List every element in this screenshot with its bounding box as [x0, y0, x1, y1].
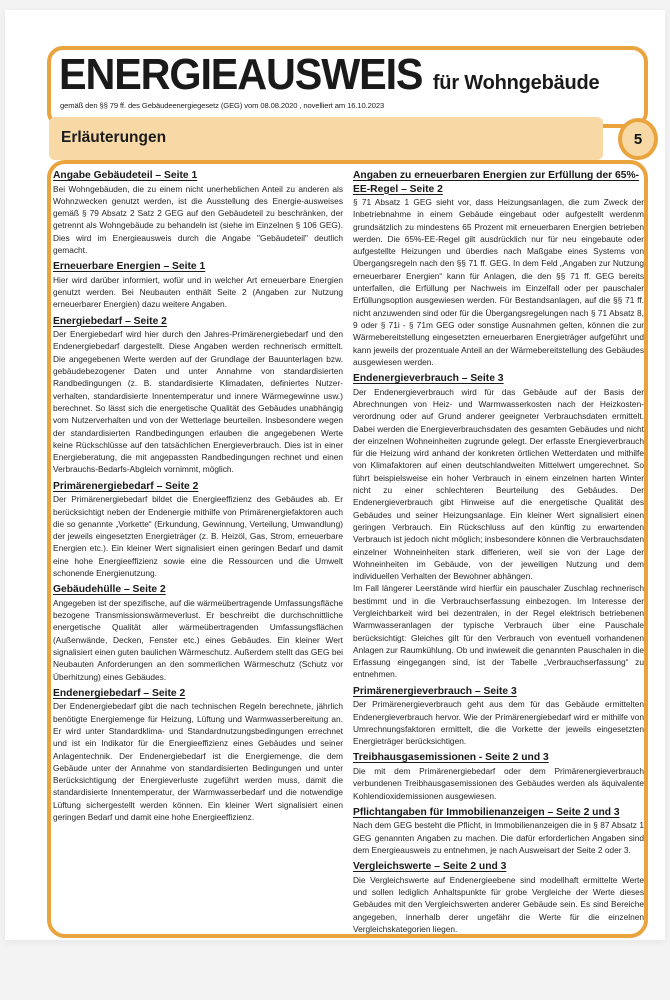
entry-heading: Angabe Gebäudeteil – Seite 1 [53, 170, 198, 181]
header-box [47, 46, 648, 128]
entry-heading: Pflichtangaben für Immobilienanzeigen – Seite 2 und 3 [353, 806, 620, 818]
entry-text: Die Vergleichswerte auf Endenergieebene sind modellhaft ermittelte Werte und sollen lediglich Anhaltspunkte für grobe Vergleiche der Werte dieses Gebäudes mit den Vergleichswerten anderer Gebäude sein. Es sind Bereiche angegeben, innerhalb derer ungefähr die Werte für die einzelnen Vergleichskategorien liegen. [353, 874, 644, 934]
entry-65-ee-regel [353, 169, 644, 368]
entry-primaerenergieverbrauch [353, 685, 644, 748]
entry-text: Hier wird darüber informiert, wofür und in welcher Art erneuerbare Energien genutzt werden. Bei Neubauten enthält Seite 2 (Angaben zur Nutzung erneuerbarer Energien) dazu weitere Angaben. [53, 274, 343, 310]
entry-angabe-gebaeudeteil [53, 169, 343, 256]
entry-heading: Gebäudehülle – Seite 2 [53, 584, 166, 596]
entry-heading: Endenergieverbrauch – Seite 3 [353, 373, 504, 385]
entry-text: Der Primärenergiebedarf bildet die Energieeffizienz des Gebäudes ab. Er berücksichtigt neben der Endenergie mithilfe von Primärenergiefaktoren auch die so genannte „Vorkette“ (Erkundung, Gewinnung, Verteilung, Umwandlung) der jeweils eingesetzten Energieträger (z. B. Heizöl, Gas, Strom, erneuerbare Energien etc.). Ein kleiner Wert signalisiert einen geringen Bedarf und damit eine hohe Energieeffizienz sowie eine die Ressourcen und die Umwelt schonende Energienutzung. [53, 494, 343, 579]
left-column [53, 169, 343, 827]
entry-heading: Endenergiebedarf – Seite 2 [53, 687, 186, 699]
entry-heading: Vergleichswerte – Seite 2 und 3 [353, 861, 507, 873]
entry-text: Der Primärenergieverbrauch geht aus dem für das Gebäude ermittelten Endenergieverbrauch hervor. Wie der Primärenergiebedarf wird er mithilfe von Umrechnungsfaktoren ermittelt, die die Vorkette der jeweils eingesetzten Energieträger berücksichtigen. [353, 699, 644, 747]
entry-text: Nach dem GEG besteht die Pflicht, in Immobilienanzeigen die in § 87 Absatz 1 GEG genannten Angaben zu machen. Die dafür erforderlichen Angaben sind dem Energieausweis zu entnehmen, je nach Ausweisart der Seite 2 oder 3. [353, 820, 644, 855]
entry-vergleichswerte [353, 860, 644, 935]
entry-text: Angegeben ist der spezifische, auf die wärmeübertragende Umfassungsfläche bezogene Transmissionswärmeverlust. Er beschreibt die durchschnittliche energetische Qualität aller wärmeübertragenden Umfassungsflächen (Außenwände, Decken, Fenster etc.) eines Gebäudes. Ein kleiner Wert signalisiert einen guten baulichen Wärmeschutz. Außerdem stellt das GEG bei Neubauten Anforderungen an den sommerlichen Wärmeschutz (Schutz vor Überhitzung) eines Gebäudes. [53, 597, 343, 682]
document-title [59, 50, 600, 99]
entry-text: Bei Wohngebäuden, die zu einem nicht unerheblichen Anteil zu anderen als Wohnzwecken genutzt werden, ist die Ausstellung des Energie-ausweises gemäß § 79 Absatz 2 Satz 2 GEG auf den Gebäudeteil zu beschränken, der getrennt als Wohngebäude zu behandeln ist (siehe im Einzelnen § 106 GEG). Dies wird im Energieausweis durch die Angabe "Gebäudeteil" deutlich gemacht. [53, 183, 343, 255]
entry-gebaeudehuelle [53, 583, 343, 683]
entry-text: § 71 Absatz 1 GEG sieht vor, dass Heizungsanlagen, die zum Zweck der Inbetriebnahme in einem Gebäude eingebaut oder aufgestellt werdenm grundsätzlich zu mindestens 65 Prozent mit erneuerbaren Energien betrieben werden. Die 65%-EE-Regel gilt ausdrücklich nur für neu eingebaute oder aufgestellte Heizungen und überdies nach Maßgabe eines Systems von Übergangsregeln nach den §§ 71 ff. GEG. In dem Feld „Angaben zur Nutzung erneuerbarer Energien“ kann für Anlagen, die den §§ 71 ff. GEG bereits unterfallen, die Erfüllung per Nachweis im Einzelfall oder per pauschaler Erfüllungsoption ausgewiesen werden. Für Bestandsanlagen, auf die §§ 71 ff. nicht anzuwenden sind oder für die Übergangsregelungen nach § 71 Absatz 8, 9 oder § 71i - § 71m GEG oder sonstige Ausnahmen gelten, können die zur Wärmebereitstellung eingesetzten erneuerbaren Energieträger aufgeführt und kann jeweils der prozentuale Anteil an der Wärmebereitstellung des Gebäudes ausgewiesen werden. [353, 197, 644, 367]
title-main: ENERGIEAUSWEIS [59, 50, 423, 99]
entry-text: Der Energiebedarf wird hier durch den Jahres-Primärenergiebedarf und den Endenergiebedarf dargestellt. Diese Angaben werden rechnerisch ermittelt. Die angegebenen Werte werden auf der Grundlage der Bauunterlagen bzw. gebäudebezogener Daten und unter Annahme von standardisierten Randbedingungen (z. B. standardisierte Klimadaten, definiertes Nutzer-verhalten, standardisierte Innentemperatur und innere Wärmegewinne usw.) berechnet. So lässt sich die energetische Qualität des Gebäudes unabhängig vom Nutzerverhalten und von der Wetterlage beurteilen. Insbesondere wegen der standardisierten Randbedingungen erlauben die angegebenen Werte keine Rückschlüsse auf den tatsächlichen Energieverbrauch. Dies ist in einer Energieberatung, die mit angepassten Randbedingungen rechnet und einen Verbrauchs-Bedarfs-Abgleich vornimmt, möglich. [53, 329, 343, 475]
entry-heading: Primärenergiebedarf – Seite 2 [53, 480, 199, 492]
entry-text: Im Fall längerer Leerstände wird hierfür ein pauschaler Zuschlag rechnerisch bestimmt und in die Verbrauchserfassung einbezogen. Im Interesse der Vergleichbarkeit wird bei dezentralen, in der Regel elektrisch betriebenen Warmwasseranlagen der typische Verbrauch über eine Pauschale berücksichtigt: Gleiches gilt für den Verbrauch von eventuell vorhandenen Anlagen zur Raumkühlung. Ob und inwieweit die genannten Pauschalen in die Erfassung eingegangen sind, ist der Tabelle „Verbrauchserfassung“ zu entnehmen. [353, 583, 644, 680]
explanations-box [47, 160, 648, 938]
entry-erneuerbare-energien [53, 260, 343, 310]
entry-heading: Treibhausgasemissionen - Seite 2 und 3 [353, 752, 549, 764]
entry-primaerenergiebedarf [53, 480, 343, 580]
entry-text: Der Endenergieverbrauch wird für das Gebäude auf der Basis der Abrechnungen von Heiz- und Warmwasserkosten nach der Heizkosten-verordnung oder auf Grund anderer geeigneter Verbrauchsdaten ermittelt. Dabei werden die Energieverbrauchsdaten des gesamten Gebäudes und nicht der einzelnen Wohneinheiten zugrunde gelegt. Der erfasste Energieverbrauch für die Heizung wird anhand der konkreten örtlichen Wetterdaten und mithilfe von Klimafaktoren auf einen deutschlandweiten Mittelwert umgerechnet. So führt beispielsweise ein hoher Verbrauch in einem einzelnen harten Winter nicht zu einer schlechteren Beurteilung des Gebäudes. Der Endenergieverbrauch gibt Hinweise auf die energetische Qualität des Gebäudes und seiner Heizungsanlage. Ein kleiner Wert signalisiert einen geringen Verbrauch. Ein Rückschluss auf den künftig zu erwartenden Verbrauch ist jedoch nicht möglich; insbesondere können die Verbrauchsdaten einzelner Wohneinheiten stark differieren, weil sie von der Lage der Wohneinheiten im Gebäude, von der jeweiligen Nutzung und dem individuellen Verhalten der Bewohner abhängen. [353, 386, 644, 582]
entry-heading: Energiebedarf – Seite 2 [53, 315, 167, 327]
entry-endenergiebedarf [53, 687, 343, 823]
entry-energiebedarf [53, 315, 343, 476]
section-bar [49, 117, 603, 160]
entry-treibhausgasemissionen [353, 751, 644, 801]
entry-heading: Angaben zu erneuerbaren Energien zur Erfüllung der 65%-EE-Regel – Seite 2 [353, 170, 640, 195]
section-title: Erläuterungen [61, 129, 167, 146]
entry-endenergieverbrauch [353, 372, 644, 681]
entry-pflichtangaben [353, 806, 644, 856]
entry-heading: Erneuerbare Energien – Seite 1 [53, 261, 206, 273]
title-suffix: für Wohngebäude [432, 72, 600, 94]
document-page [5, 10, 665, 940]
entry-text: Der Endenergiebedarf gibt die nach technischen Regeln berechnete, jährlich benötigte Energiemenge für Heizung, Lüftung und Warmwasserbereitung an. Er wird unter Standardklima- und Standardnutzungsbedingungen errechnet und ist ein Indikator für die Energieeffizienz eines Gebäudes und seiner Anlagentechnik. Der Endenergiebedarf ist die Energiemenge, die dem Gebäude unter der Annahme von standardisierten Bedingungen und unter Berücksichtigung der Energieverluste zugeführt werden muss, damit die standardisierte Innentemperatur, der Warmwasserbedarf und die notwendige Lüftung sichergestellt werden können. Ein kleiner Wert signalisiert einen geringen Bedarf und damit eine hohe Energieeffizienz. [53, 701, 343, 823]
legal-basis-subtitle: gemäß den §§ 79 ff. des Gebäudeenergiegesetz (GEG) vom 08.08.2020 , novelliert am 16.10.2023 [60, 101, 385, 110]
entry-heading: Primärenergieverbrauch – Seite 3 [353, 685, 517, 697]
entry-text: Die mit dem Primärenergiebedarf oder dem Primärenergieverbrauch verbundenen Treibhausgasemissionen des Gebäudes werden als äquivalente Kohlendioxidemissionen ausgewiesen. [353, 765, 644, 801]
right-column [353, 169, 644, 939]
page-number-badge: 5 [618, 118, 658, 160]
